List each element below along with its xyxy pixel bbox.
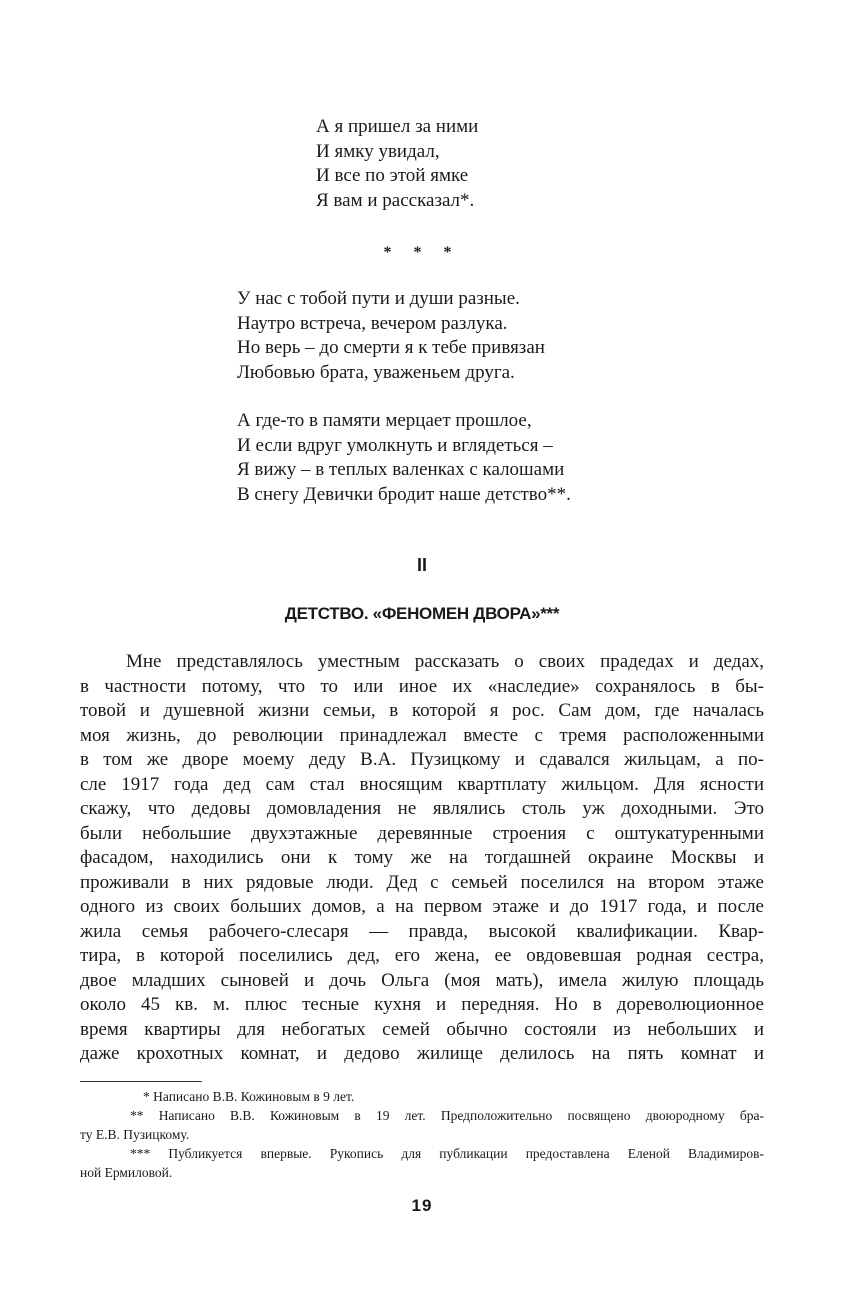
poem-line: И если вдруг умолкнуть и вглядеться – — [237, 434, 553, 456]
poem-line: И все по этой ямке — [316, 165, 469, 186]
paragraph-line: скажу, что дедовы домовладения не являлись столь уж доходными. Это — [80, 798, 764, 819]
poem-line: Наутро встреча, вечером разлука. — [237, 312, 508, 334]
section-separator: * * * — [383, 244, 461, 261]
paragraph-line: товой и душевной жизни семьи, в которой я рос. Сам дом, где началась — [80, 700, 764, 721]
poem-stanza-3 — [237, 409, 571, 507]
paragraph-line: время квартиры для небогатых семей обычно состояли из небольших и — [80, 1018, 764, 1040]
poem-line: А где-то в памяти мерцает прошлое, — [237, 410, 532, 431]
footnote-line: ту Е.В. Пузицкому. — [80, 1127, 190, 1142]
paragraph-line: одного из своих больших домов, а на первом этаже и до 1917 года, и после — [80, 896, 764, 917]
poem-stanza-2 — [237, 287, 545, 385]
poem-line: У нас с тобой пути и души разные. — [237, 288, 520, 309]
body-paragraph — [80, 650, 764, 1067]
footnote-line: ной Ермиловой. — [80, 1165, 173, 1180]
poem-line: И ямку увидал, — [316, 140, 440, 162]
paragraph-line: были небольшие двухэтажные деревянные строения с оштукатуренными — [80, 822, 764, 844]
paragraph-line: фасадом, находились они к тому же на тогдашней окраине Москвы и — [80, 847, 764, 868]
footnote-1 — [80, 1087, 764, 1106]
poem-line: А я пришел за ними — [316, 116, 479, 137]
paragraph-line: в том же дворе моему деду В.А. Пузицкому и сдавался жильцам, а по- — [80, 749, 764, 770]
paragraph-line: проживали в них рядовые люди. Дед с семьей поселился на втором этаже — [80, 871, 764, 893]
paragraph-line: двое младших сыновей и дочь Ольга (моя мать), имела жилую площадь — [80, 969, 764, 991]
chapter-title: ДЕТСТВО. «ФЕНОМЕН ДВОРА»*** — [284, 604, 560, 623]
page-number: 19 — [411, 1196, 433, 1215]
paragraph-line: сле 1917 года дед сам стал вносящим квартплату жильцом. Для ясности — [80, 773, 764, 795]
footnote-2 — [80, 1106, 764, 1144]
footnote-divider — [80, 1081, 202, 1082]
paragraph-line: даже крохотных комнат, и дедово жилище делилось на пять комнат и — [80, 1043, 764, 1064]
poem-stanza-1 — [316, 115, 478, 213]
paragraph-line: тира, в которой поселились дед, его жена, ее овдовевшая родная сестра, — [80, 945, 764, 966]
footnote-line: *** Публикуется впервые. Рукопись для публикации предоставлена Еленой Владимиров- — [130, 1146, 764, 1161]
poem-line: В снегу Девички бродит наше детство**. — [237, 483, 571, 505]
paragraph-line: в частности потому, что то или иное их «наследие» сохранялось в бы- — [80, 675, 764, 697]
poem-line: Я вижу – в теплых валенках с калошами — [237, 459, 565, 480]
paragraph-line: около 45 кв. м. плюс тесные кухня и передняя. Но в дореволюционное — [80, 994, 764, 1015]
footnote-line: ** Написано В.В. Кожиновым в 19 лет. Предположительно посвящено двоюродному бра- — [130, 1108, 764, 1123]
chapter-number: II — [416, 555, 427, 575]
poem-line: Любовью брата, уваженьем друга. — [237, 361, 515, 383]
poem-line: Но верь – до смерти я к тебе привязан — [237, 337, 545, 358]
poem-line: Я вам и рассказал*. — [316, 189, 475, 211]
paragraph-line: моя жизнь, до революции принадлежал вместе с тремя расположенными — [80, 724, 764, 746]
paragraph-line: жила семья рабочего-слесаря — правда, высокой квалификации. Квар- — [80, 920, 764, 942]
footnote-3 — [80, 1144, 764, 1182]
footnote-line: * Написано В.В. Кожиновым в 9 лет. — [143, 1089, 355, 1104]
paragraph-line: Мне представлялось уместным рассказать о своих прадедах и дедах, — [126, 651, 764, 672]
footnotes — [80, 1087, 764, 1182]
